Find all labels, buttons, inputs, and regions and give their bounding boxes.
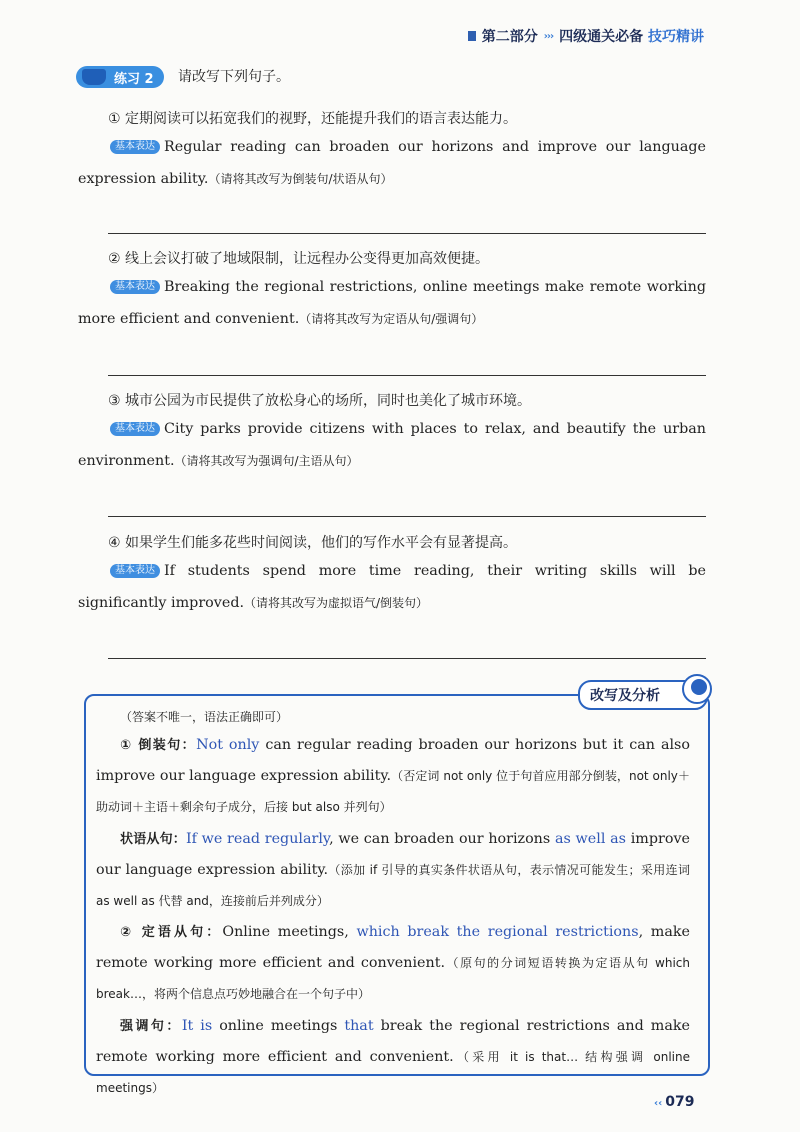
item-4-english: 基本表达 If students spend more time reading, their writing skills will be significantly improved.（请将其改写为虚拟语气/倒装句） <box>78 563 706 611</box>
answer-2: 状语从句：If we read regularly, we can broaden our horizons as well as improve our language expression ability.（添加 if 引导的真实条件状语从句，表示情况可能发生；采用连词 as well as 代替 and，连接前后并列成分） <box>96 831 690 908</box>
book-icon <box>82 69 106 85</box>
running-header <box>468 26 704 46</box>
answer-box-title: 改写及分析 <box>578 680 708 710</box>
item-4-chinese: ④ 如果学生们能多花些时间阅读，他们的写作水平会有显著提高。 <box>108 535 517 551</box>
basic-expression-tag: 基本表达 <box>110 422 160 436</box>
basic-expression-tag: 基本表达 <box>110 564 160 578</box>
basic-expression-tag: 基本表达 <box>110 140 160 154</box>
header-title: 四级通关必备 技巧精讲 <box>559 29 704 45</box>
answer-4: 强调句：It is online meetings that break the regional restrictions and make remote working more efficient and convenient.（采用 it is that… 结构强调 online meetings） <box>96 1018 690 1095</box>
answer-line-2 <box>108 375 706 376</box>
answer-line-4 <box>108 658 706 659</box>
header-arrows: ››› <box>543 30 554 42</box>
item-2-chinese: ② 线上会议打破了地域限制，让远程办公变得更加高效便捷。 <box>108 251 489 267</box>
header-section: 第二部分 <box>481 29 538 45</box>
item-1-chinese: ① 定期阅读可以拓宽我们的视野，还能提升我们的语言表达能力。 <box>108 111 517 127</box>
answer-intro: （答案不唯一，语法正确即可） <box>120 710 289 724</box>
item-3-english: 基本表达 City parks provide citizens with places to relax, and beautify the urban environment.（请将其改写为强调句/主语从句） <box>78 421 706 469</box>
answer-line-3 <box>108 516 706 517</box>
answer-line-1 <box>108 233 706 234</box>
page-number: ‹‹ 079 <box>654 1094 695 1110</box>
answer-3: ② 定语从句：Online meetings, which break the regional restrictions, make remote working more efficient and convenient.（原句的分词短语转换为定语从句 which break…，将两个信息点巧妙地融合在一个句子中） <box>96 924 691 1001</box>
item-3-chinese: ③ 城市公园为市民提供了放松身心的场所，同时也美化了城市环境。 <box>108 393 531 409</box>
basic-expression-tag: 基本表达 <box>110 280 160 294</box>
item-1-english: 基本表达 Regular reading can broaden our horizons and improve our language expression ability.（请将其改写为倒装句/状语从句） <box>78 139 706 187</box>
item-2-english: 基本表达 Breaking the regional restrictions, online meetings make remote working more efficient and convenient.（请将其改写为定语从句/强调句） <box>78 279 706 327</box>
practice-instruction: 请改写下列句子。 <box>178 69 290 85</box>
answer-1: ① 倒装句：Not only can regular reading broaden our horizons but it can also improve our language expression ability.（否定词 not only 位于句首应用部分倒装，not only＋助动词＋主语＋剩余句子成分，后接 but also 并列句） <box>96 737 690 814</box>
practice-badge: 练习 2 <box>76 66 164 88</box>
bookmark-icon <box>468 31 476 41</box>
